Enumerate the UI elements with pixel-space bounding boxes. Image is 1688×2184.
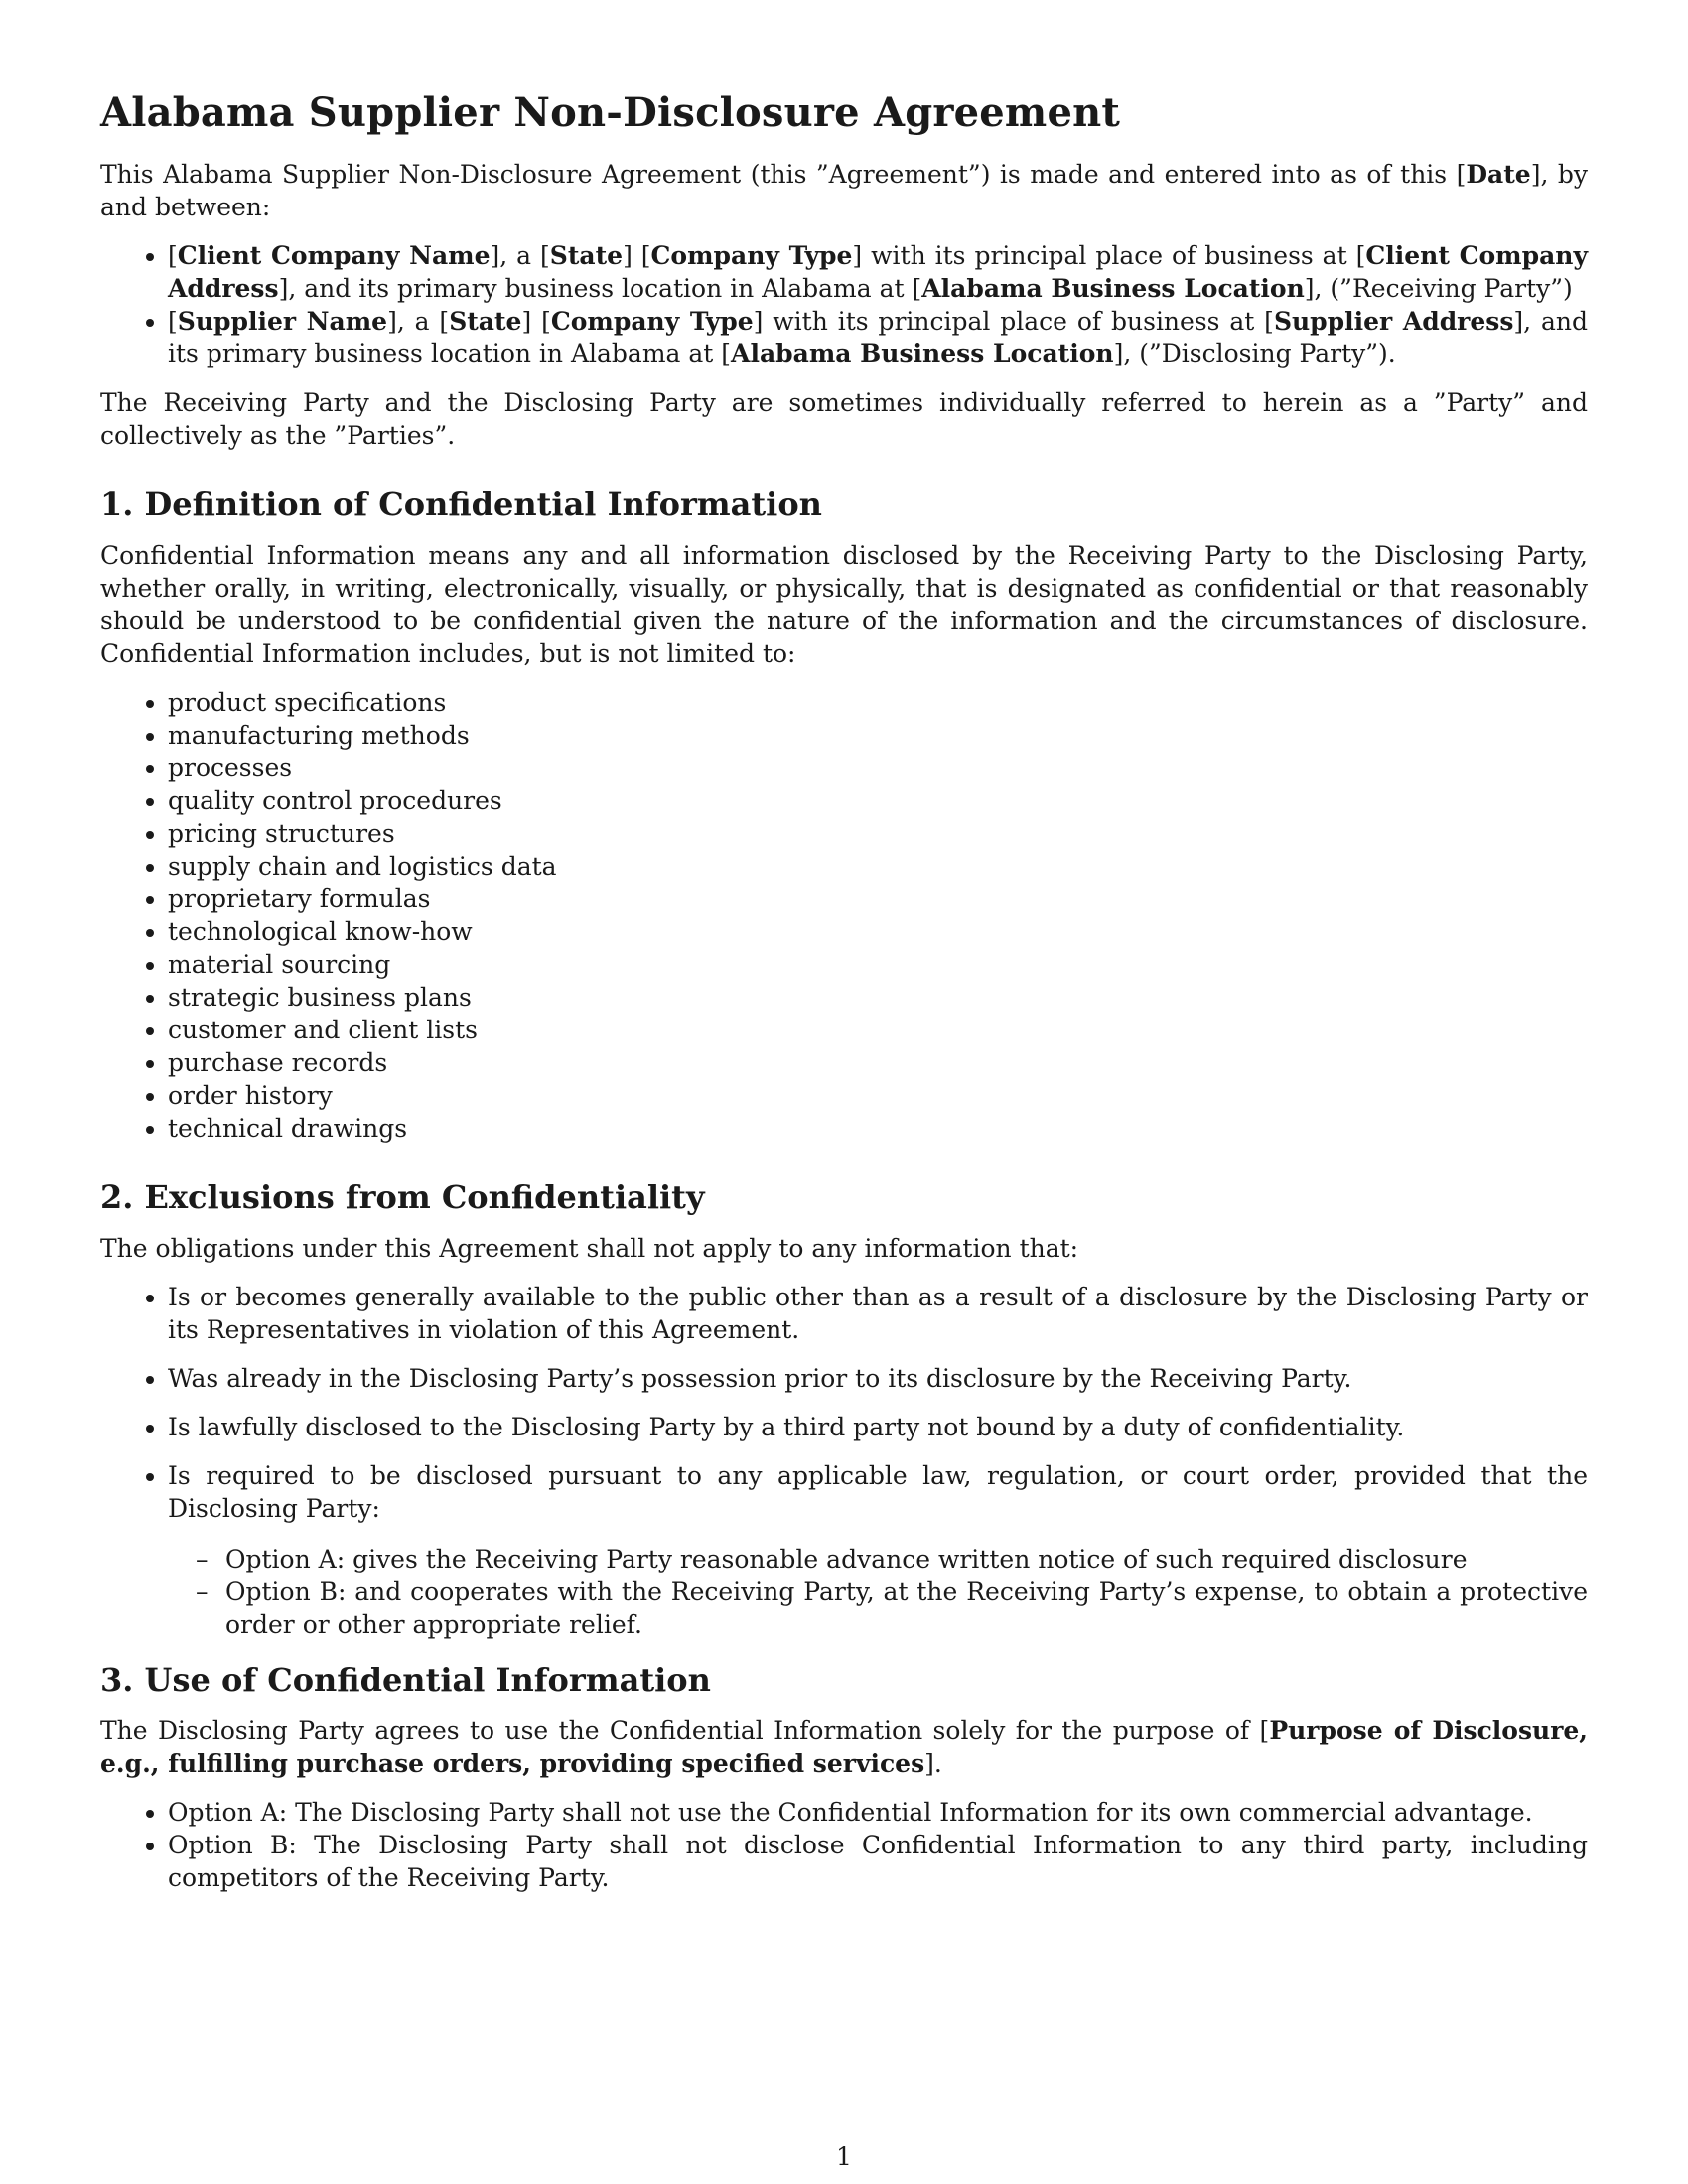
text-fragment: ], a [ [490, 241, 550, 270]
exclusions-list [100, 1281, 1588, 1641]
text-fragment: [ [168, 241, 178, 270]
list-item: • Is lawfully disclosed to the Disclosing Party by a third party not bound by a duty of confidentiality. [168, 1411, 1588, 1443]
company-type-placeholder: Company Type [650, 241, 853, 270]
list-item: • product specifications [168, 686, 1588, 719]
parties-list [100, 239, 1588, 370]
state-placeholder: State [549, 241, 624, 270]
supplier-name-placeholder: Supplier Name [177, 307, 388, 336]
client-address-placeholder: Client Company Address [168, 241, 1588, 303]
text-fragment: The Disclosing Party agrees to use the Confidential Information solely for the purpose of [ [100, 1716, 1270, 1745]
text-fragment: ], (”Disclosing Party”). [1113, 340, 1396, 368]
list-item: • proprietary formulas [168, 883, 1588, 915]
sub-list-item [196, 1543, 1588, 1575]
document-page [100, 79, 1588, 1910]
list-item: • Option B: The Disclosing Party shall not disclose Confidential Information to any third party, including competitors of the Receiving Party. [168, 1829, 1588, 1894]
use-options-list [100, 1796, 1588, 1894]
list-item: • technological know-how [168, 915, 1588, 948]
text-fragment: ], and its primary business location in Alabama at [ [278, 274, 922, 303]
list-item: • purchase records [168, 1046, 1588, 1079]
intro-text: This Alabama Supplier Non-Disclosure Agreement (this ”Agreement”) is made and entered into as of this [ [100, 160, 1467, 189]
list-item: • technical drawings [168, 1112, 1588, 1145]
list-item: • pricing structures [168, 817, 1588, 850]
document-title: Alabama Supplier Non-Disclosure Agreement [100, 89, 1121, 136]
list-item: • manufacturing methods [168, 719, 1588, 751]
sub-list-item [196, 1575, 1588, 1641]
section-3-text [100, 1714, 1588, 1780]
list-item: • Was already in the Disclosing Party’s possession prior to its disclosure by the Receiving Party. [168, 1362, 1588, 1395]
supplier-address-placeholder: Supplier Address [1273, 307, 1514, 336]
confidential-items-list [100, 686, 1588, 1145]
section-2-text: The obligations under this Agreement shall not apply to any information that: [100, 1234, 1079, 1263]
party-disclosing [168, 305, 1588, 370]
client-name-placeholder: Client Company Name [177, 241, 491, 270]
intro-paragraph [100, 158, 1588, 223]
text-fragment: ], (”Receiving Party”) [1304, 274, 1573, 303]
company-type-placeholder: Company Type [550, 307, 754, 336]
purpose-placeholder: Purpose of Disclosure, e.g., fulfilling purchase orders, providing specified services [100, 1716, 1589, 1778]
list-item [168, 1459, 1588, 1641]
dash-marker: – [196, 1577, 209, 1606]
parties-note: The Receiving Party and the Disclosing Party are sometimes individually referred to herein as a ”Party” and collectively as the ”Parties”. [100, 388, 1588, 450]
text-fragment: ] with its principal place of business at [ [753, 307, 1274, 336]
section-1-heading: 1. Definition of Confidential Information [100, 485, 822, 523]
list-item: • quality control procedures [168, 784, 1588, 817]
section-1-text: Confidential Information means any and all information disclosed by the Receiving Party to the Disclosing Party, whether orally, in writing, electronically, visually, or physically, that is designated as confidential or that reasonably should be understood to be confidential given the nature of the information and the circumstances of disclosure. Confidential Information includes, but is not limited to: [100, 541, 1588, 668]
text-fragment: ] with its principal place of business at [ [852, 241, 1366, 270]
text-fragment: ], a [ [387, 307, 450, 336]
page-number: 1 [836, 2142, 852, 2171]
text-fragment: [ [168, 307, 178, 336]
text-fragment: ] [ [521, 307, 551, 336]
section-2-heading: 2. Exclusions from Confidentiality [100, 1178, 705, 1216]
state-placeholder: State [449, 307, 522, 336]
party-receiving [168, 239, 1588, 305]
list-item: • strategic business plans [168, 981, 1588, 1014]
list-item: • processes [168, 751, 1588, 784]
dash-marker: – [196, 1545, 209, 1573]
list-item: • material sourcing [168, 948, 1588, 981]
list-item: • order history [168, 1079, 1588, 1112]
list-item: • Option A: The Disclosing Party shall not use the Confidential Information for its own commercial advantage. [168, 1796, 1588, 1829]
alabama-location-placeholder: Alabama Business Location [921, 274, 1305, 303]
sub-list-item-text: Option B: and cooperates with the Receiving Party, at the Receiving Party’s expense, to obtain a protective order or other appropriate relief. [225, 1577, 1588, 1639]
text-fragment: ]. [924, 1749, 942, 1778]
list-item: • customer and client lists [168, 1014, 1588, 1046]
list-item: • supply chain and logistics data [168, 850, 1588, 883]
list-item-text: Is required to be disclosed pursuant to any applicable law, regulation, or court order, provided that the Disclosing Party: [168, 1461, 1588, 1523]
date-placeholder: Date [1466, 160, 1531, 189]
section-3-heading: 3. Use of Confidential Information [100, 1661, 711, 1699]
list-item: • Is or becomes generally available to the public other than as a result of a disclosure by the Disclosing Party or its Representatives in violation of this Agreement. [168, 1281, 1588, 1346]
intro-text-end: ], by and between: [100, 160, 1588, 221]
text-fragment: ], and its primary business location in Alabama at [ [168, 307, 1589, 368]
sub-list-item-text: Option A: gives the Receiving Party reasonable advance written notice of such required disclosure [225, 1545, 1468, 1573]
alabama-location-placeholder: Alabama Business Location [731, 340, 1114, 368]
text-fragment: ] [ [623, 241, 651, 270]
disclosure-options-list [168, 1543, 1588, 1641]
